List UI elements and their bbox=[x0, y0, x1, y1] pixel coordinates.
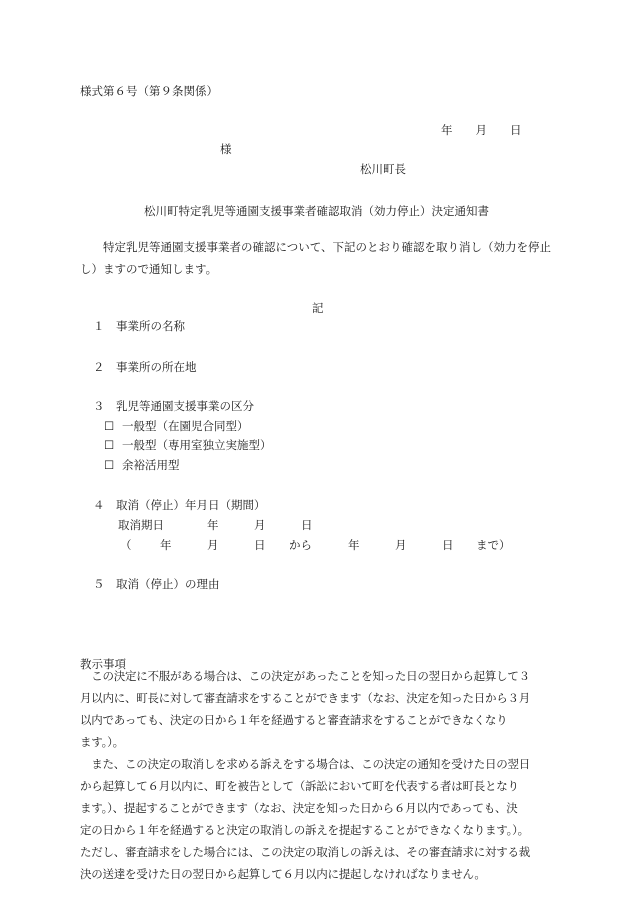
period-start-year: 年 bbox=[160, 538, 172, 552]
notice-line: ます。）、提起することができます（なお、決定を知った日から６月以内であっても、決 bbox=[80, 801, 518, 815]
ki-marker: 記 bbox=[312, 301, 324, 315]
option-ippan-senyo[interactable] bbox=[104, 438, 272, 452]
date-line: 年 月 日 bbox=[441, 123, 522, 137]
notice-heading: 教示事項 bbox=[80, 657, 126, 671]
option-yoyu[interactable] bbox=[104, 458, 180, 472]
cancel-date-day: 日 bbox=[301, 518, 313, 532]
option-ippan-zaien[interactable] bbox=[104, 419, 249, 433]
item-2-heading: ２ 事業所の所在地 bbox=[93, 360, 197, 374]
cancel-date-year: 年 bbox=[207, 518, 219, 532]
notice-line: 決の送達を受けた日の翌日から起算して６月以内に提起しなければなりません。 bbox=[80, 867, 486, 881]
checkbox-icon[interactable]: ☐ bbox=[104, 419, 115, 433]
cancel-date-label: 取消期日 bbox=[118, 518, 164, 532]
checkbox-icon[interactable]: ☐ bbox=[104, 458, 115, 472]
form-number: 様式第６号（第９条関係） bbox=[80, 84, 218, 98]
item-5-heading: ５ 取消（停止）の理由 bbox=[93, 577, 220, 591]
document-title: 松川町特定乳児等通園支援事業者確認取消（効力停止）決定通知書 bbox=[144, 204, 489, 218]
item-1-heading: １ 事業所の名称 bbox=[93, 319, 185, 333]
notice-line: ます。）。 bbox=[80, 735, 124, 749]
notice-line: から起算して６月以内に、町を被告として（訴訟において町を代表する者は町長となり bbox=[80, 779, 519, 793]
option-label: 余裕活用型 bbox=[122, 458, 180, 472]
intro-paragraph bbox=[80, 236, 552, 280]
option-label: 一般型（専用室独立実施型） bbox=[122, 438, 272, 452]
notice-line: 月以内に、町長に対して審査請求をすることができます（なお、決定を知った日から３月 bbox=[80, 691, 530, 705]
checkbox-icon[interactable]: ☐ bbox=[104, 438, 115, 452]
notice-line: 以内であっても、決定の日から１年を経過すると審査請求をすることができなくなり bbox=[80, 713, 508, 727]
period-end-year: 年 bbox=[348, 538, 360, 552]
item-3-heading: ３ 乳児等通園支援事業の区分 bbox=[93, 399, 254, 413]
issuer-name: 松川町長 bbox=[360, 162, 406, 176]
notice-line: また、この決定の取消しを求める訴えをする場合は、この決定の通知を受けた日の翌日 bbox=[80, 757, 530, 771]
period-until: まで） bbox=[476, 538, 511, 552]
notice-body bbox=[80, 665, 570, 885]
period-from: から bbox=[289, 538, 312, 552]
period-end-month: 月 bbox=[395, 538, 407, 552]
intro-line: 特定乳児等通園支援事業者の確認について、下記のとおり確認を取り消し（効力を停止 bbox=[80, 240, 552, 254]
addressee-suffix: 様 bbox=[220, 142, 232, 156]
notice-line: 定の日から１年を経過すると決定の取消しの訴えを提起することができなくなります。）。 bbox=[80, 823, 529, 837]
item-4-heading: ４ 取消（停止）年月日（期間） bbox=[93, 498, 266, 512]
period-start-day: 日 bbox=[254, 538, 266, 552]
notice-line: この決定に不服がある場合は、この決定があったことを知った日の翌日から起算して３ bbox=[80, 669, 530, 683]
period-open: （ bbox=[120, 538, 132, 552]
period-start-month: 月 bbox=[207, 538, 219, 552]
option-label: 一般型（在園児合同型） bbox=[122, 419, 249, 433]
cancel-date-month: 月 bbox=[254, 518, 266, 532]
period-end-day: 日 bbox=[442, 538, 454, 552]
notice-line: ただし、審査請求をした場合には、この決定の取消しの訴えは、その審査請求に対する裁 bbox=[80, 845, 530, 859]
intro-line: し）ますので通知します。 bbox=[80, 262, 218, 276]
